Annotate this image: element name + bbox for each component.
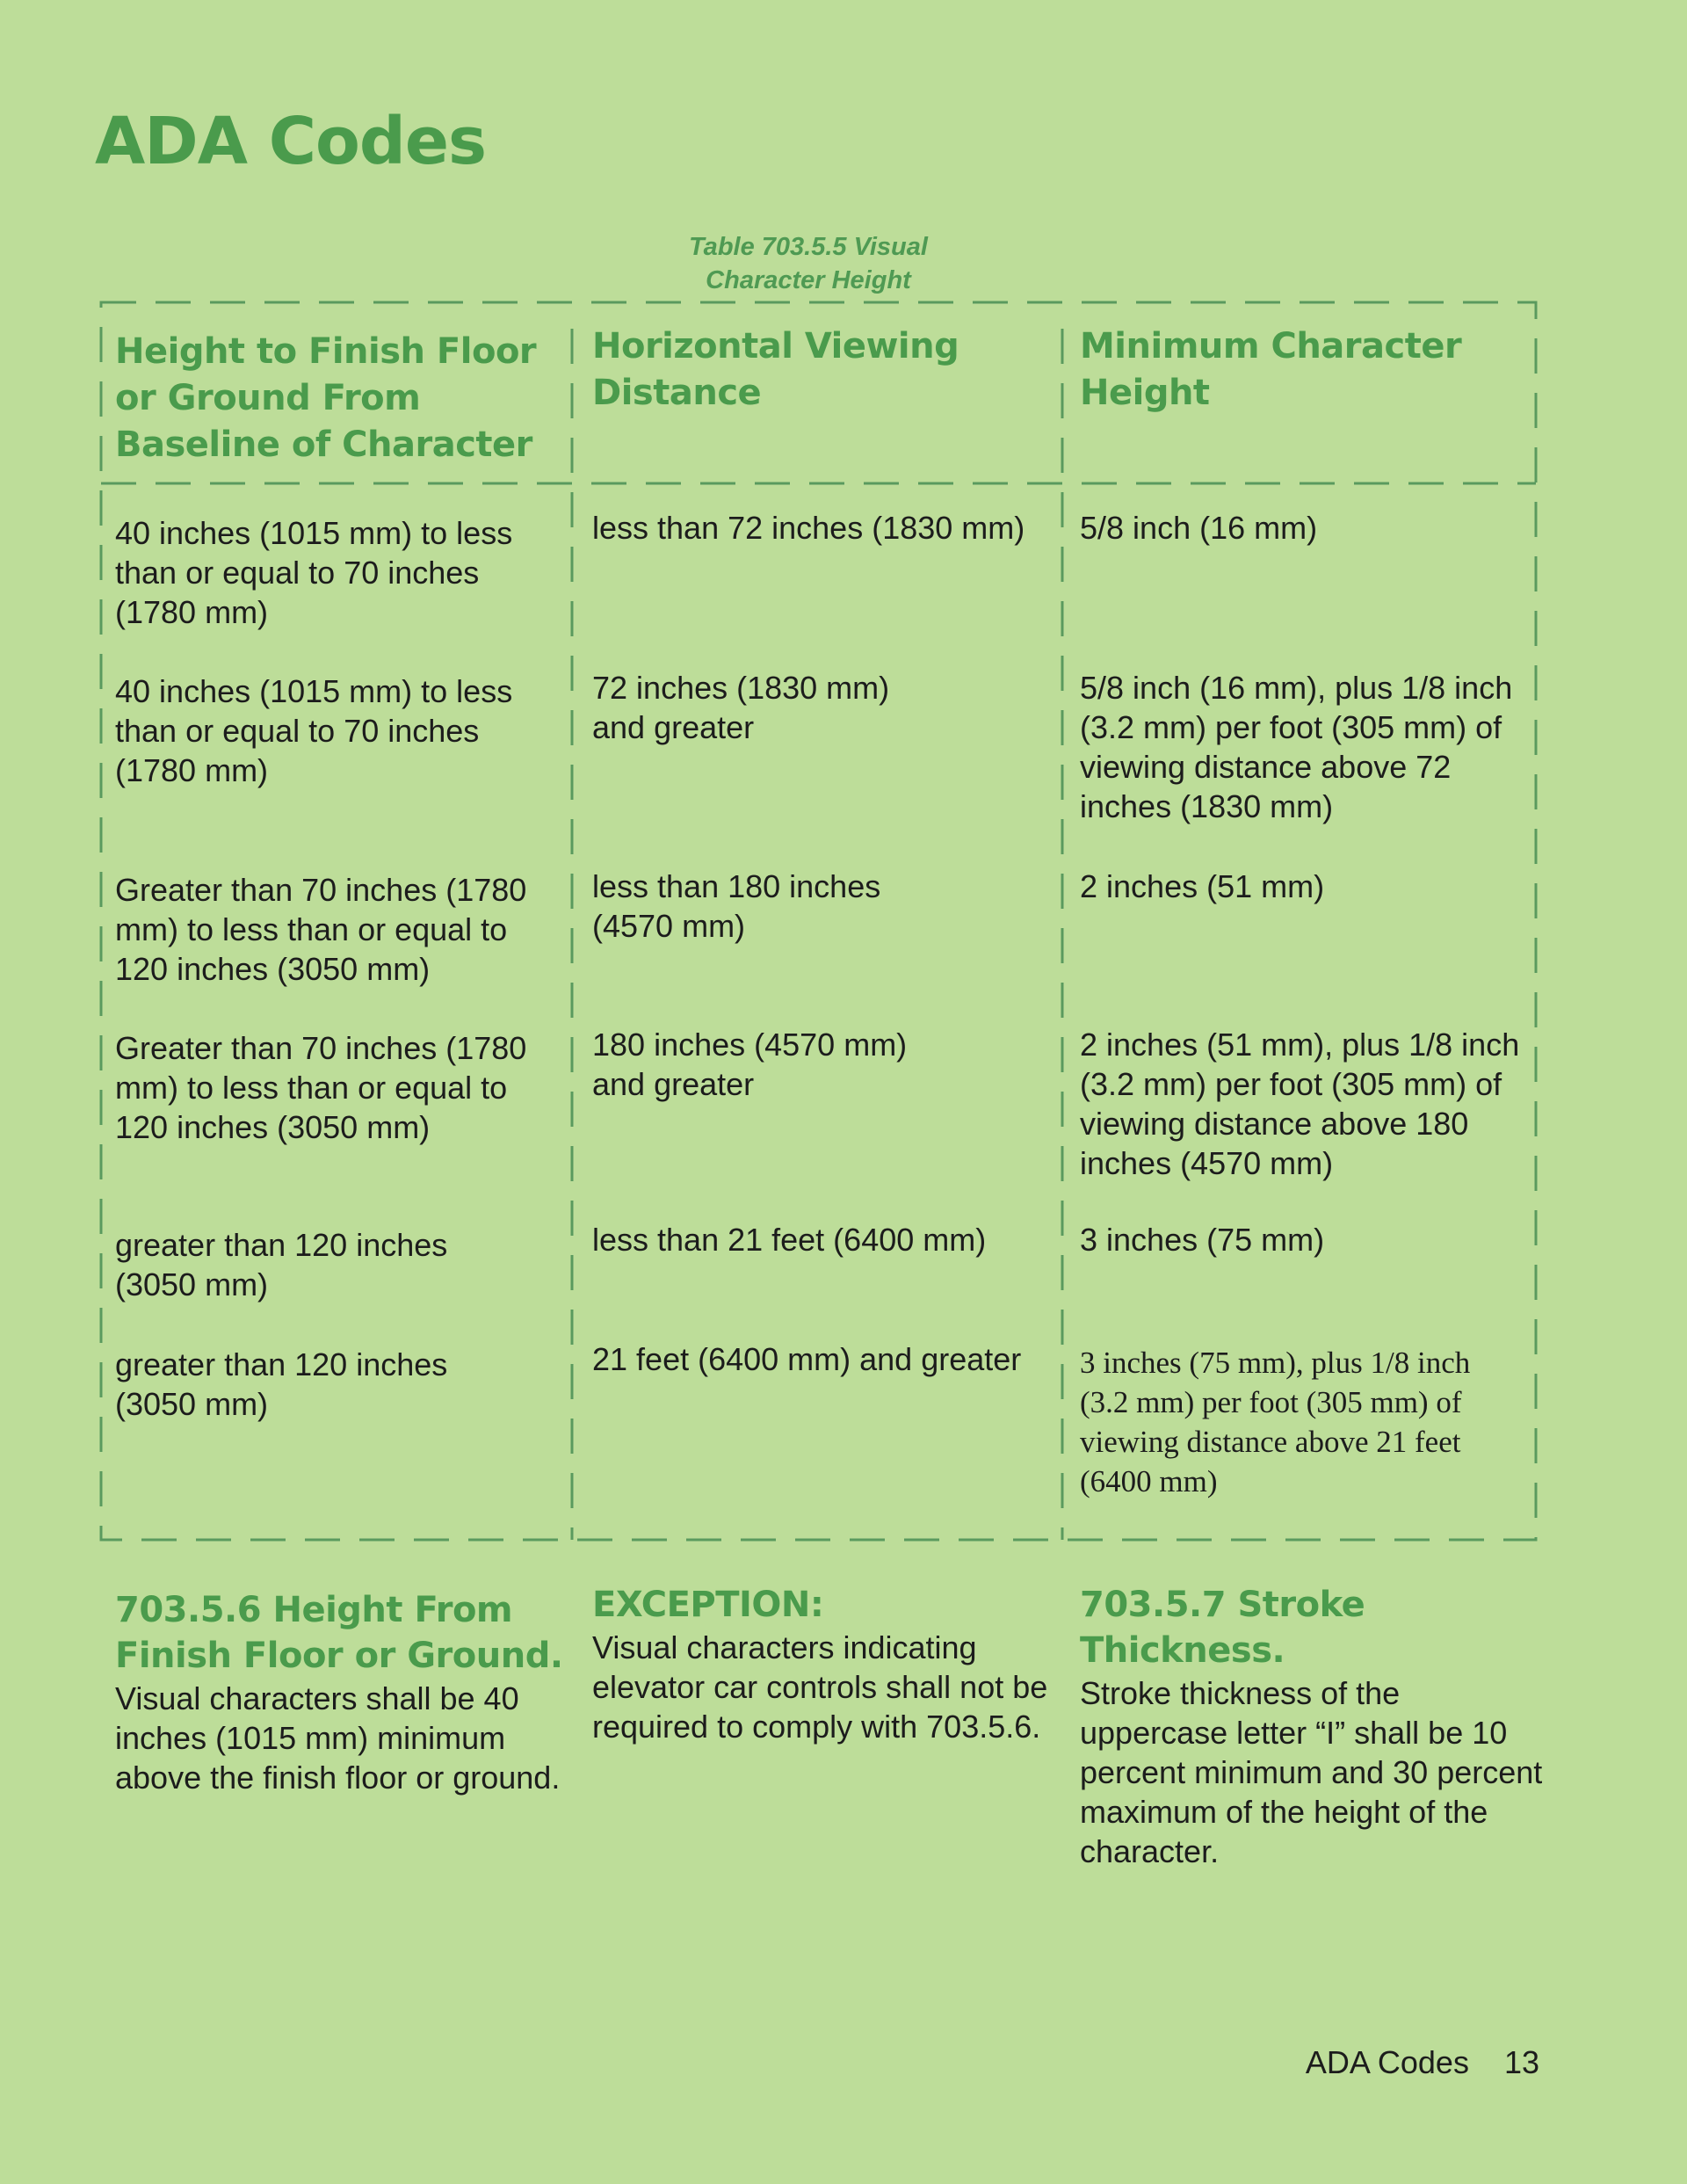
page-title: ADA Codes: [95, 104, 487, 179]
table-cell: 2 inches (51 mm): [1080, 868, 1325, 904]
table-cell: less than 72 inches (1830 mm): [592, 510, 1025, 546]
table-cell: 3 inches (75 mm), plus 1/8 inch (3.2 mm) per foot (305 mm) of viewing distance above 21 feet (6400 mm): [1080, 1346, 1471, 1498]
page-footer: [1306, 2044, 1539, 2081]
table-cell: 21 feet (6400 mm) and greater: [592, 1341, 1022, 1377]
table-cell: Greater than 70 inches (1780 mm) to less than or equal to 120 inches (3050 mm): [115, 1030, 527, 1145]
table-cell: 40 inches (1015 mm) to less than or equal to 70 inches (1780 mm): [115, 515, 513, 630]
note-height-from-floor: [115, 1587, 572, 1797]
header-height-to-floor: Height to Finish Floor or Ground From Baseline of Character: [115, 331, 537, 465]
table-cell: 5/8 inch (16 mm): [1080, 510, 1318, 546]
table-cell: greater than 120 inches (3050 mm): [115, 1346, 448, 1422]
footer-section: ADA Codes: [1305, 2044, 1469, 2080]
table-cell: greater than 120 inches (3050 mm): [115, 1227, 448, 1302]
table-cell: less than 180 inches (4570 mm): [592, 868, 881, 944]
table-cell: less than 21 feet (6400 mm): [592, 1222, 987, 1258]
header-min-character-height: Minimum Character Height: [1080, 326, 1462, 413]
header-viewing-distance: Horizontal Viewing Distance: [592, 326, 959, 413]
table-cell: 3 inches (75 mm): [1080, 1222, 1325, 1258]
note-stroke-thickness: [1080, 1582, 1546, 1871]
table-cell: 180 inches (4570 mm) and greater: [592, 1027, 908, 1102]
table-cell: 5/8 inch (16 mm), plus 1/8 inch (3.2 mm) per foot (305 mm) of viewing distance above 72 inches (1830 mm): [1080, 670, 1513, 824]
note-title: 703.5.7 Stroke Thickness.: [1080, 1585, 1365, 1671]
note-title: EXCEPTION:: [592, 1585, 824, 1625]
note-body: Stroke thickness of the uppercase letter “I” shall be 10 percent minimum and 30 percent maximum of the height of the character.: [1080, 1675, 1543, 1869]
table-cell: 40 inches (1015 mm) to less than or equal to 70 inches (1780 mm): [115, 673, 513, 788]
table-cell: 72 inches (1830 mm) and greater: [592, 670, 890, 745]
table-cell: 2 inches (51 mm), plus 1/8 inch (3.2 mm) per foot (305 mm) of viewing distance above 180 inches (4570 mm): [1080, 1027, 1520, 1181]
note-exception: [592, 1582, 1049, 1746]
note-title: 703.5.6 Height From Finish Floor or Ground.: [115, 1590, 563, 1676]
note-body: Visual characters indicating elevator car controls shall not be required to comply with 703.5.6.: [592, 1629, 1048, 1745]
page-number: 13: [1503, 2044, 1539, 2080]
table-caption-line-1: Table 703.5.5 Visual: [689, 233, 928, 261]
table-caption-line-2: Character Height: [706, 266, 911, 294]
table-cell: Greater than 70 inches (1780 mm) to less than or equal to 120 inches (3050 mm): [115, 872, 527, 987]
note-body: Visual characters shall be 40 inches (1015 mm) minimum above the finish floor or ground.: [115, 1680, 561, 1796]
